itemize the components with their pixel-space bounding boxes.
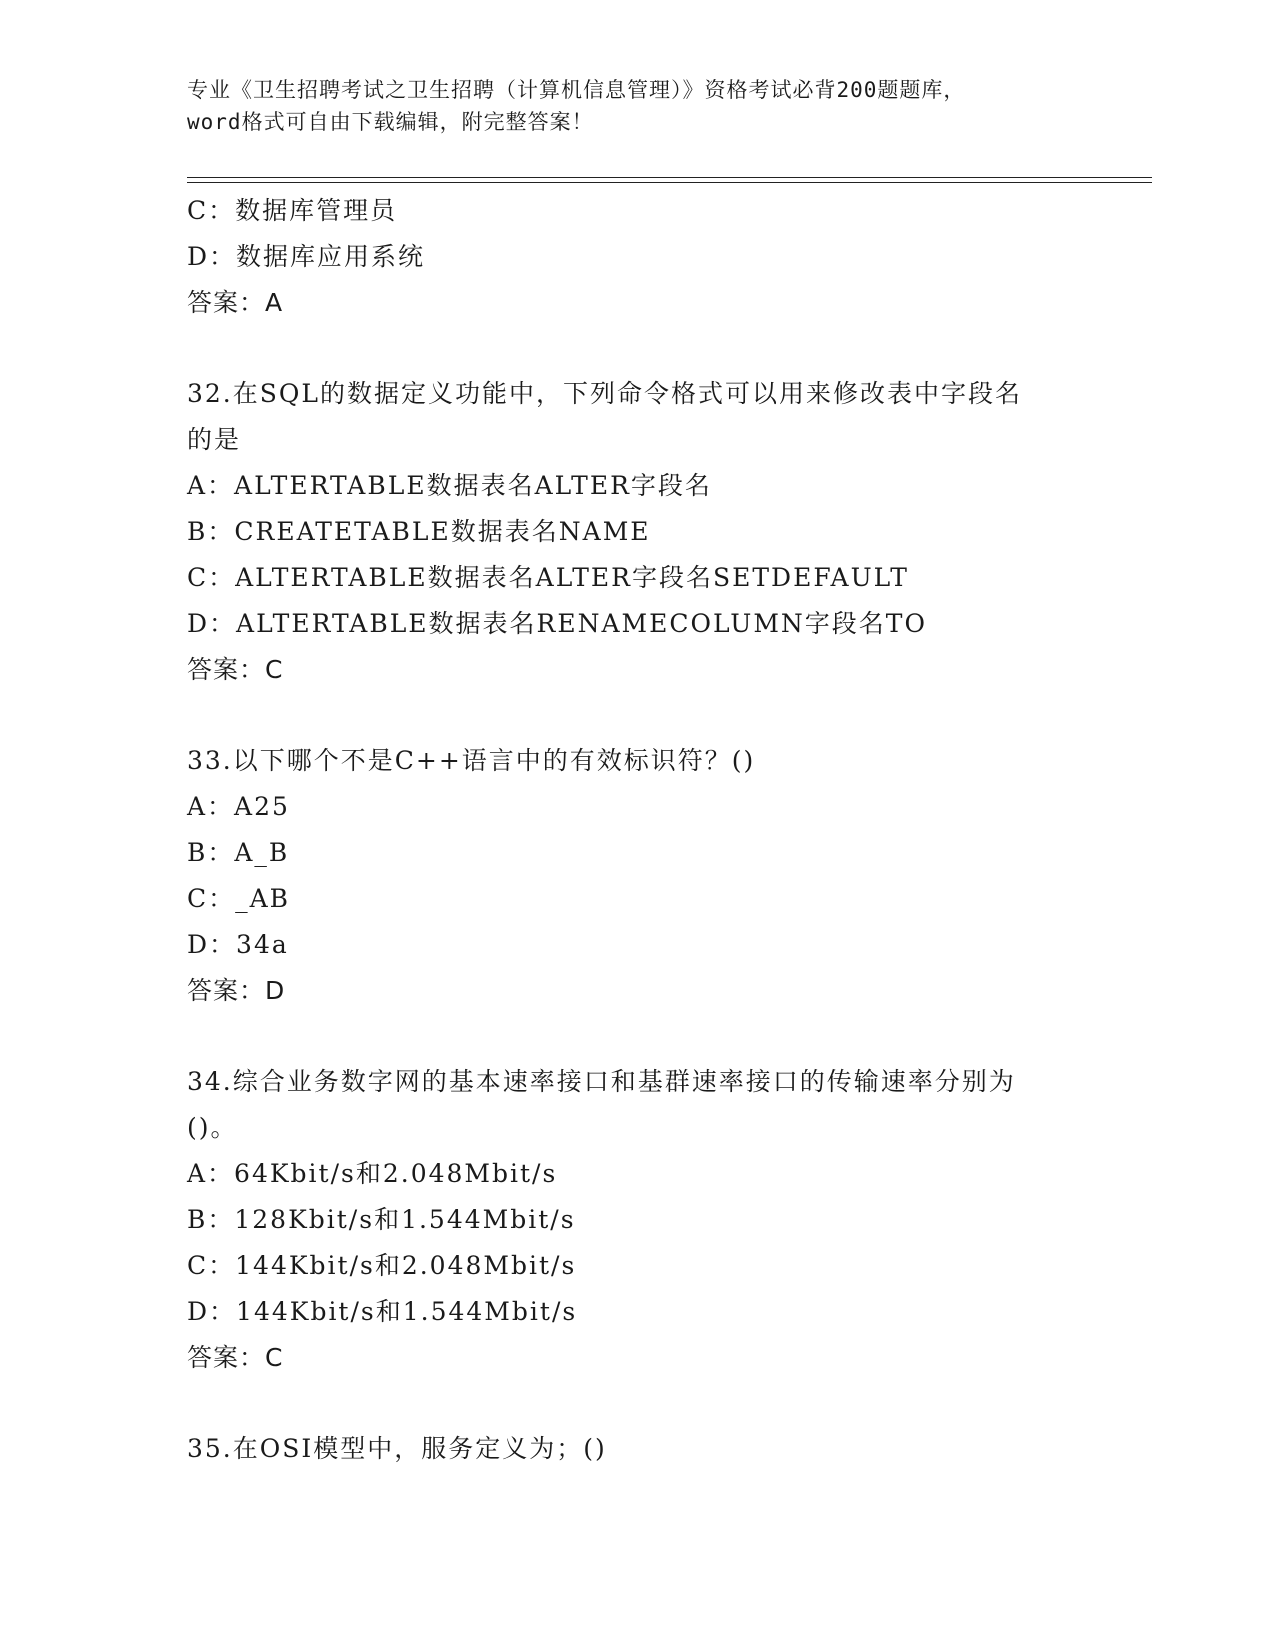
option-b: B：128Kbit/s和1.544Mbit/s — [187, 1205, 576, 1234]
question-34 — [187, 1059, 1087, 1381]
question-35 — [187, 1426, 1087, 1472]
question-31-tail — [187, 188, 1087, 326]
header-divider-bottom — [187, 182, 1152, 183]
option-b: B：CREATETABLE数据表名NAME — [187, 517, 651, 546]
answer: 答案：C — [187, 1343, 284, 1372]
question-stem: 35.在OSI模型中，服务定义为；() — [187, 1434, 607, 1463]
question-stem: 32.在SQL的数据定义功能中，下列命令格式可以用来修改表中字段名 — [187, 379, 1022, 408]
question-stem-cont: ()。 — [187, 1113, 238, 1142]
header-title-line1: 专业《卫生招聘考试之卫生招聘（计算机信息管理）》资格考试必背200题题库， — [187, 78, 966, 102]
option-b: B：A_B — [187, 838, 290, 867]
document-body — [187, 188, 1087, 1472]
spacer — [187, 326, 1087, 371]
question-stem: 33.以下哪个不是C++语言中的有效标识符？() — [187, 746, 756, 775]
spacer — [187, 1381, 1087, 1426]
option-d: D：ALTERTABLE数据表名RENAMECOLUMN字段名TO — [187, 609, 927, 638]
question-32 — [187, 371, 1087, 693]
option-d: D：数据库应用系统 — [187, 242, 426, 271]
option-d: D：34a — [187, 930, 289, 959]
question-33 — [187, 738, 1087, 1014]
option-c: C：144Kbit/s和2.048Mbit/s — [187, 1251, 577, 1280]
option-a: A：64Kbit/s和2.048Mbit/s — [187, 1159, 558, 1188]
header-divider-top — [187, 177, 1152, 178]
spacer — [187, 1014, 1087, 1059]
question-stem: 34.综合业务数字网的基本速率接口和基群速率接口的传输速率分别为 — [187, 1067, 1016, 1096]
answer: 答案：D — [187, 976, 286, 1005]
header-title-line2: word格式可自由下载编辑，附完整答案！ — [187, 110, 594, 134]
option-a: A：ALTERTABLE数据表名ALTER字段名 — [187, 471, 712, 500]
answer: 答案：A — [187, 288, 284, 317]
option-c: C：ALTERTABLE数据表名ALTER字段名SETDEFAULT — [187, 563, 909, 592]
option-a: A：A25 — [187, 792, 290, 821]
answer: 答案：C — [187, 655, 284, 684]
spacer — [187, 693, 1087, 738]
document-header — [187, 74, 1087, 138]
option-d: D：144Kbit/s和1.544Mbit/s — [187, 1297, 578, 1326]
question-stem-cont: 的是 — [187, 425, 242, 454]
option-c: C：_AB — [187, 884, 291, 913]
option-c: C：数据库管理员 — [187, 196, 398, 225]
